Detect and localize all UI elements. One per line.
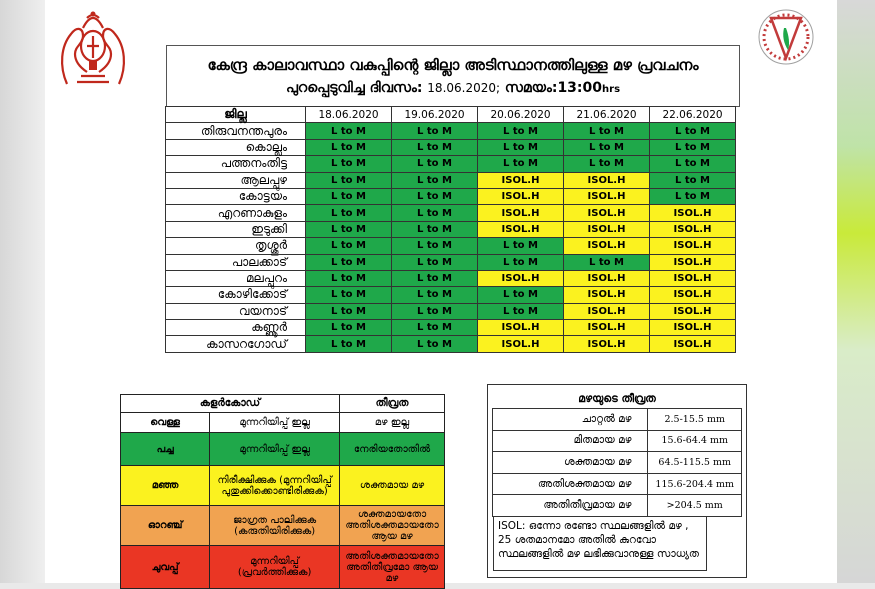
forecast-cell: L to M <box>306 188 392 204</box>
forecast-cell: L to M <box>392 172 478 188</box>
forecast-cell: ISOL.H <box>478 336 564 352</box>
isol-note: ISOL: ഒന്നോ രണ്ടോ സ്ഥലങ്ങളിൽ മഴ , 25 ശതമാനമോ അതിൽ കുറവോ സ്ഥലങ്ങളിൽ മഴ ലഭിക്കുവാനുള്ള സാധ്യത <box>493 516 707 571</box>
forecast-cell: L to M <box>306 139 392 155</box>
forecast-cell: ISOL.H <box>650 254 736 270</box>
forecast-row <box>166 156 736 172</box>
forecast-cell: L to M <box>478 156 564 172</box>
legend-intensity: നേരിയതോതിൽ <box>340 433 445 466</box>
forecast-cell: ISOL.H <box>564 336 650 352</box>
forecast-cell: L to M <box>650 139 736 155</box>
intensity-row <box>493 473 742 495</box>
forecast-row <box>166 320 736 336</box>
intensity-row <box>493 409 742 431</box>
date-header: 19.06.2020 <box>392 107 478 123</box>
time-unit: hrs <box>602 84 621 95</box>
intensity-range: >204.5 mm <box>648 495 742 517</box>
forecast-cell: L to M <box>306 238 392 254</box>
date-header: 21.06.2020 <box>564 107 650 123</box>
forecast-cell: L to M <box>306 320 392 336</box>
forecast-cell: L to M <box>564 254 650 270</box>
forecast-cell: L to M <box>478 139 564 155</box>
forecast-row <box>166 336 736 352</box>
forecast-cell: ISOL.H <box>564 320 650 336</box>
background-right <box>837 0 875 583</box>
forecast-cell: ISOL.H <box>478 320 564 336</box>
forecast-cell: L to M <box>650 172 736 188</box>
forecast-row <box>166 254 736 270</box>
forecast-row <box>166 205 736 221</box>
district-name: കൊല്ലം <box>166 139 306 155</box>
district-name: വയനാട് <box>166 303 306 319</box>
date-header: 20.06.2020 <box>478 107 564 123</box>
forecast-cell: ISOL.H <box>478 221 564 237</box>
district-name: പത്തനംതിട്ട <box>166 156 306 172</box>
forecast-row <box>166 139 736 155</box>
intensity-row <box>493 495 742 517</box>
forecast-cell: ISOL.H <box>564 221 650 237</box>
kerala-sdma-logo-icon <box>755 6 817 68</box>
date-header: 22.06.2020 <box>650 107 736 123</box>
district-header: ജില്ല <box>166 107 306 123</box>
forecast-cell: L to M <box>306 336 392 352</box>
forecast-cell: L to M <box>392 320 478 336</box>
forecast-cell: ISOL.H <box>564 287 650 303</box>
forecast-cell: ISOL.H <box>650 205 736 221</box>
legend-warning: ജാഗ്രത പാലിക്കുക (കരുതിയിരിക്കുക) <box>210 506 340 546</box>
legend-warning: മുന്നറിയിപ്പ് ഇല്ല <box>210 413 340 433</box>
background-left <box>0 0 45 583</box>
legend-intensity: അതിശക്തമായതോ അതിതീവ്രമോ ആയ മഴ <box>340 546 445 589</box>
district-name: കോഴിക്കോട് <box>166 287 306 303</box>
forecast-row <box>166 221 736 237</box>
legend-warning: മുന്നറിയിപ്പ് ഇല്ല <box>210 433 340 466</box>
district-name: എറണാകുളം <box>166 205 306 221</box>
legend-intensity: ശക്തമായതോ അതിശക്തമായതോ ആയ മഴ <box>340 506 445 546</box>
legend-intensity-header: തീവ്രത <box>340 395 445 413</box>
forecast-cell: L to M <box>392 123 478 139</box>
forecast-cell: L to M <box>478 123 564 139</box>
page-title: കേന്ദ്ര കാലാവസ്ഥാ വകുപ്പിന്റെ ജില്ലാ അടിസ്ഥാനത്തിലുള്ള മഴ പ്രവചനം <box>207 56 699 74</box>
legend-color-name: വെള്ള <box>121 413 210 433</box>
forecast-cell: ISOL.H <box>564 238 650 254</box>
time-value: 13:00 <box>557 80 603 96</box>
forecast-cell: ISOL.H <box>650 320 736 336</box>
forecast-cell: ISOL.H <box>650 287 736 303</box>
forecast-cell: L to M <box>392 139 478 155</box>
forecast-cell: L to M <box>306 221 392 237</box>
forecast-cell: ISOL.H <box>564 172 650 188</box>
intensity-range: 15.6-64.4 mm <box>648 430 742 452</box>
forecast-cell: ISOL.H <box>564 188 650 204</box>
forecast-cell: L to M <box>392 287 478 303</box>
legend-row-red <box>121 546 445 589</box>
intensity-range: 64.5-115.5 mm <box>648 452 742 474</box>
district-name: ആലപ്പുഴ <box>166 172 306 188</box>
forecast-cell: ISOL.H <box>564 205 650 221</box>
district-name: കോട്ടയം <box>166 188 306 204</box>
intensity-row <box>493 452 742 474</box>
district-name: തിരുവനന്തപുരം <box>166 123 306 139</box>
forecast-cell: L to M <box>392 188 478 204</box>
intensity-name: ചാറ്റൽ മഴ <box>493 409 648 431</box>
forecast-cell: L to M <box>564 139 650 155</box>
legend-row-yellow <box>121 466 445 506</box>
forecast-cell: L to M <box>650 188 736 204</box>
forecast-row <box>166 188 736 204</box>
forecast-cell: ISOL.H <box>478 172 564 188</box>
forecast-cell: L to M <box>392 254 478 270</box>
forecast-cell: ISOL.H <box>650 303 736 319</box>
forecast-cell: ISOL.H <box>478 270 564 286</box>
issued-date: 18.06.2020; <box>427 81 501 95</box>
forecast-cell: L to M <box>306 303 392 319</box>
forecast-cell: ISOL.H <box>478 205 564 221</box>
forecast-cell: L to M <box>392 303 478 319</box>
intensity-name: ശക്തമായ മഴ <box>493 452 648 474</box>
intensity-range: 115.6-204.4 mm <box>648 473 742 495</box>
district-name: ഇടുക്കി <box>166 221 306 237</box>
forecast-cell: L to M <box>564 156 650 172</box>
forecast-cell: L to M <box>392 156 478 172</box>
forecast-cell: L to M <box>306 270 392 286</box>
forecast-cell: L to M <box>478 303 564 319</box>
forecast-row <box>166 303 736 319</box>
legend-warning: മുന്നറിയിപ്പ് (പ്രവർത്തിക്കുക) <box>210 546 340 589</box>
forecast-cell: L to M <box>478 287 564 303</box>
forecast-cell: ISOL.H <box>564 270 650 286</box>
kerala-emblem-icon <box>53 6 133 88</box>
forecast-cell: ISOL.H <box>478 188 564 204</box>
legend-intensity: ശക്തമായ മഴ <box>340 466 445 506</box>
forecast-cell: L to M <box>392 221 478 237</box>
forecast-cell: L to M <box>306 172 392 188</box>
forecast-cell: ISOL.H <box>650 336 736 352</box>
legend-color-name: മഞ്ഞ <box>121 466 210 506</box>
forecast-cell: ISOL.H <box>650 238 736 254</box>
title-box <box>166 45 740 107</box>
forecast-cell: L to M <box>564 123 650 139</box>
forecast-header-row <box>166 107 736 123</box>
intensity-name: അതിശക്തമായ മഴ <box>493 473 648 495</box>
forecast-row <box>166 172 736 188</box>
district-name: പാലക്കാട് <box>166 254 306 270</box>
legend-intensity: മഴ ഇല്ല <box>340 413 445 433</box>
district-name: കണ്ണൂർ <box>166 320 306 336</box>
issued-label: പുറപ്പെടുവിച്ച ദിവസം: <box>285 80 423 96</box>
forecast-cell: L to M <box>306 123 392 139</box>
forecast-cell: L to M <box>650 156 736 172</box>
intensity-name: മിതമായ മഴ <box>493 430 648 452</box>
forecast-cell: L to M <box>306 254 392 270</box>
forecast-table <box>165 106 736 353</box>
forecast-row <box>166 270 736 286</box>
forecast-row <box>166 123 736 139</box>
time-label: സമയം: <box>504 80 558 96</box>
intensity-range: 2.5-15.5 mm <box>648 409 742 431</box>
legend-header-row <box>121 395 445 413</box>
color-code-legend <box>120 394 445 589</box>
intensity-table <box>492 408 742 517</box>
issued-line <box>167 80 739 96</box>
legend-color-name: പച്ച <box>121 433 210 466</box>
forecast-row <box>166 238 736 254</box>
forecast-cell: L to M <box>392 205 478 221</box>
forecast-row <box>166 287 736 303</box>
forecast-cell: L to M <box>478 254 564 270</box>
forecast-cell: ISOL.H <box>564 303 650 319</box>
forecast-cell: L to M <box>306 156 392 172</box>
forecast-cell: L to M <box>392 336 478 352</box>
intensity-name: അതിതീവ്രമായ മഴ <box>493 495 648 517</box>
district-name: മലപ്പുറം <box>166 270 306 286</box>
forecast-cell: L to M <box>478 238 564 254</box>
forecast-document <box>45 0 837 583</box>
legend-warning: നിരീക്ഷിക്കുക (മുന്നറിയിപ്പ് പുതുക്കിക്കൊണ്ടിരിക്കുക) <box>210 466 340 506</box>
forecast-cell: L to M <box>306 287 392 303</box>
district-name: കാസറഗോഡ് <box>166 336 306 352</box>
legend-color-header: കളർകോഡ് <box>121 395 340 413</box>
intensity-row <box>493 430 742 452</box>
legend-row-white <box>121 413 445 433</box>
district-name: തൃശ്ശൂർ <box>166 238 306 254</box>
date-header: 18.06.2020 <box>306 107 392 123</box>
forecast-cell: L to M <box>650 123 736 139</box>
legend-row-green <box>121 433 445 466</box>
rain-intensity-box <box>487 384 747 578</box>
forecast-cell: L to M <box>392 238 478 254</box>
forecast-cell: ISOL.H <box>650 270 736 286</box>
forecast-cell: L to M <box>306 205 392 221</box>
legend-row-orange <box>121 506 445 546</box>
forecast-cell: L to M <box>392 270 478 286</box>
forecast-cell: ISOL.H <box>650 221 736 237</box>
legend-color-name: ഓറഞ്ച് <box>121 506 210 546</box>
intensity-title: മഴയുടെ തീവ്രത <box>578 392 656 405</box>
legend-color-name: ചുവപ്പ് <box>121 546 210 589</box>
